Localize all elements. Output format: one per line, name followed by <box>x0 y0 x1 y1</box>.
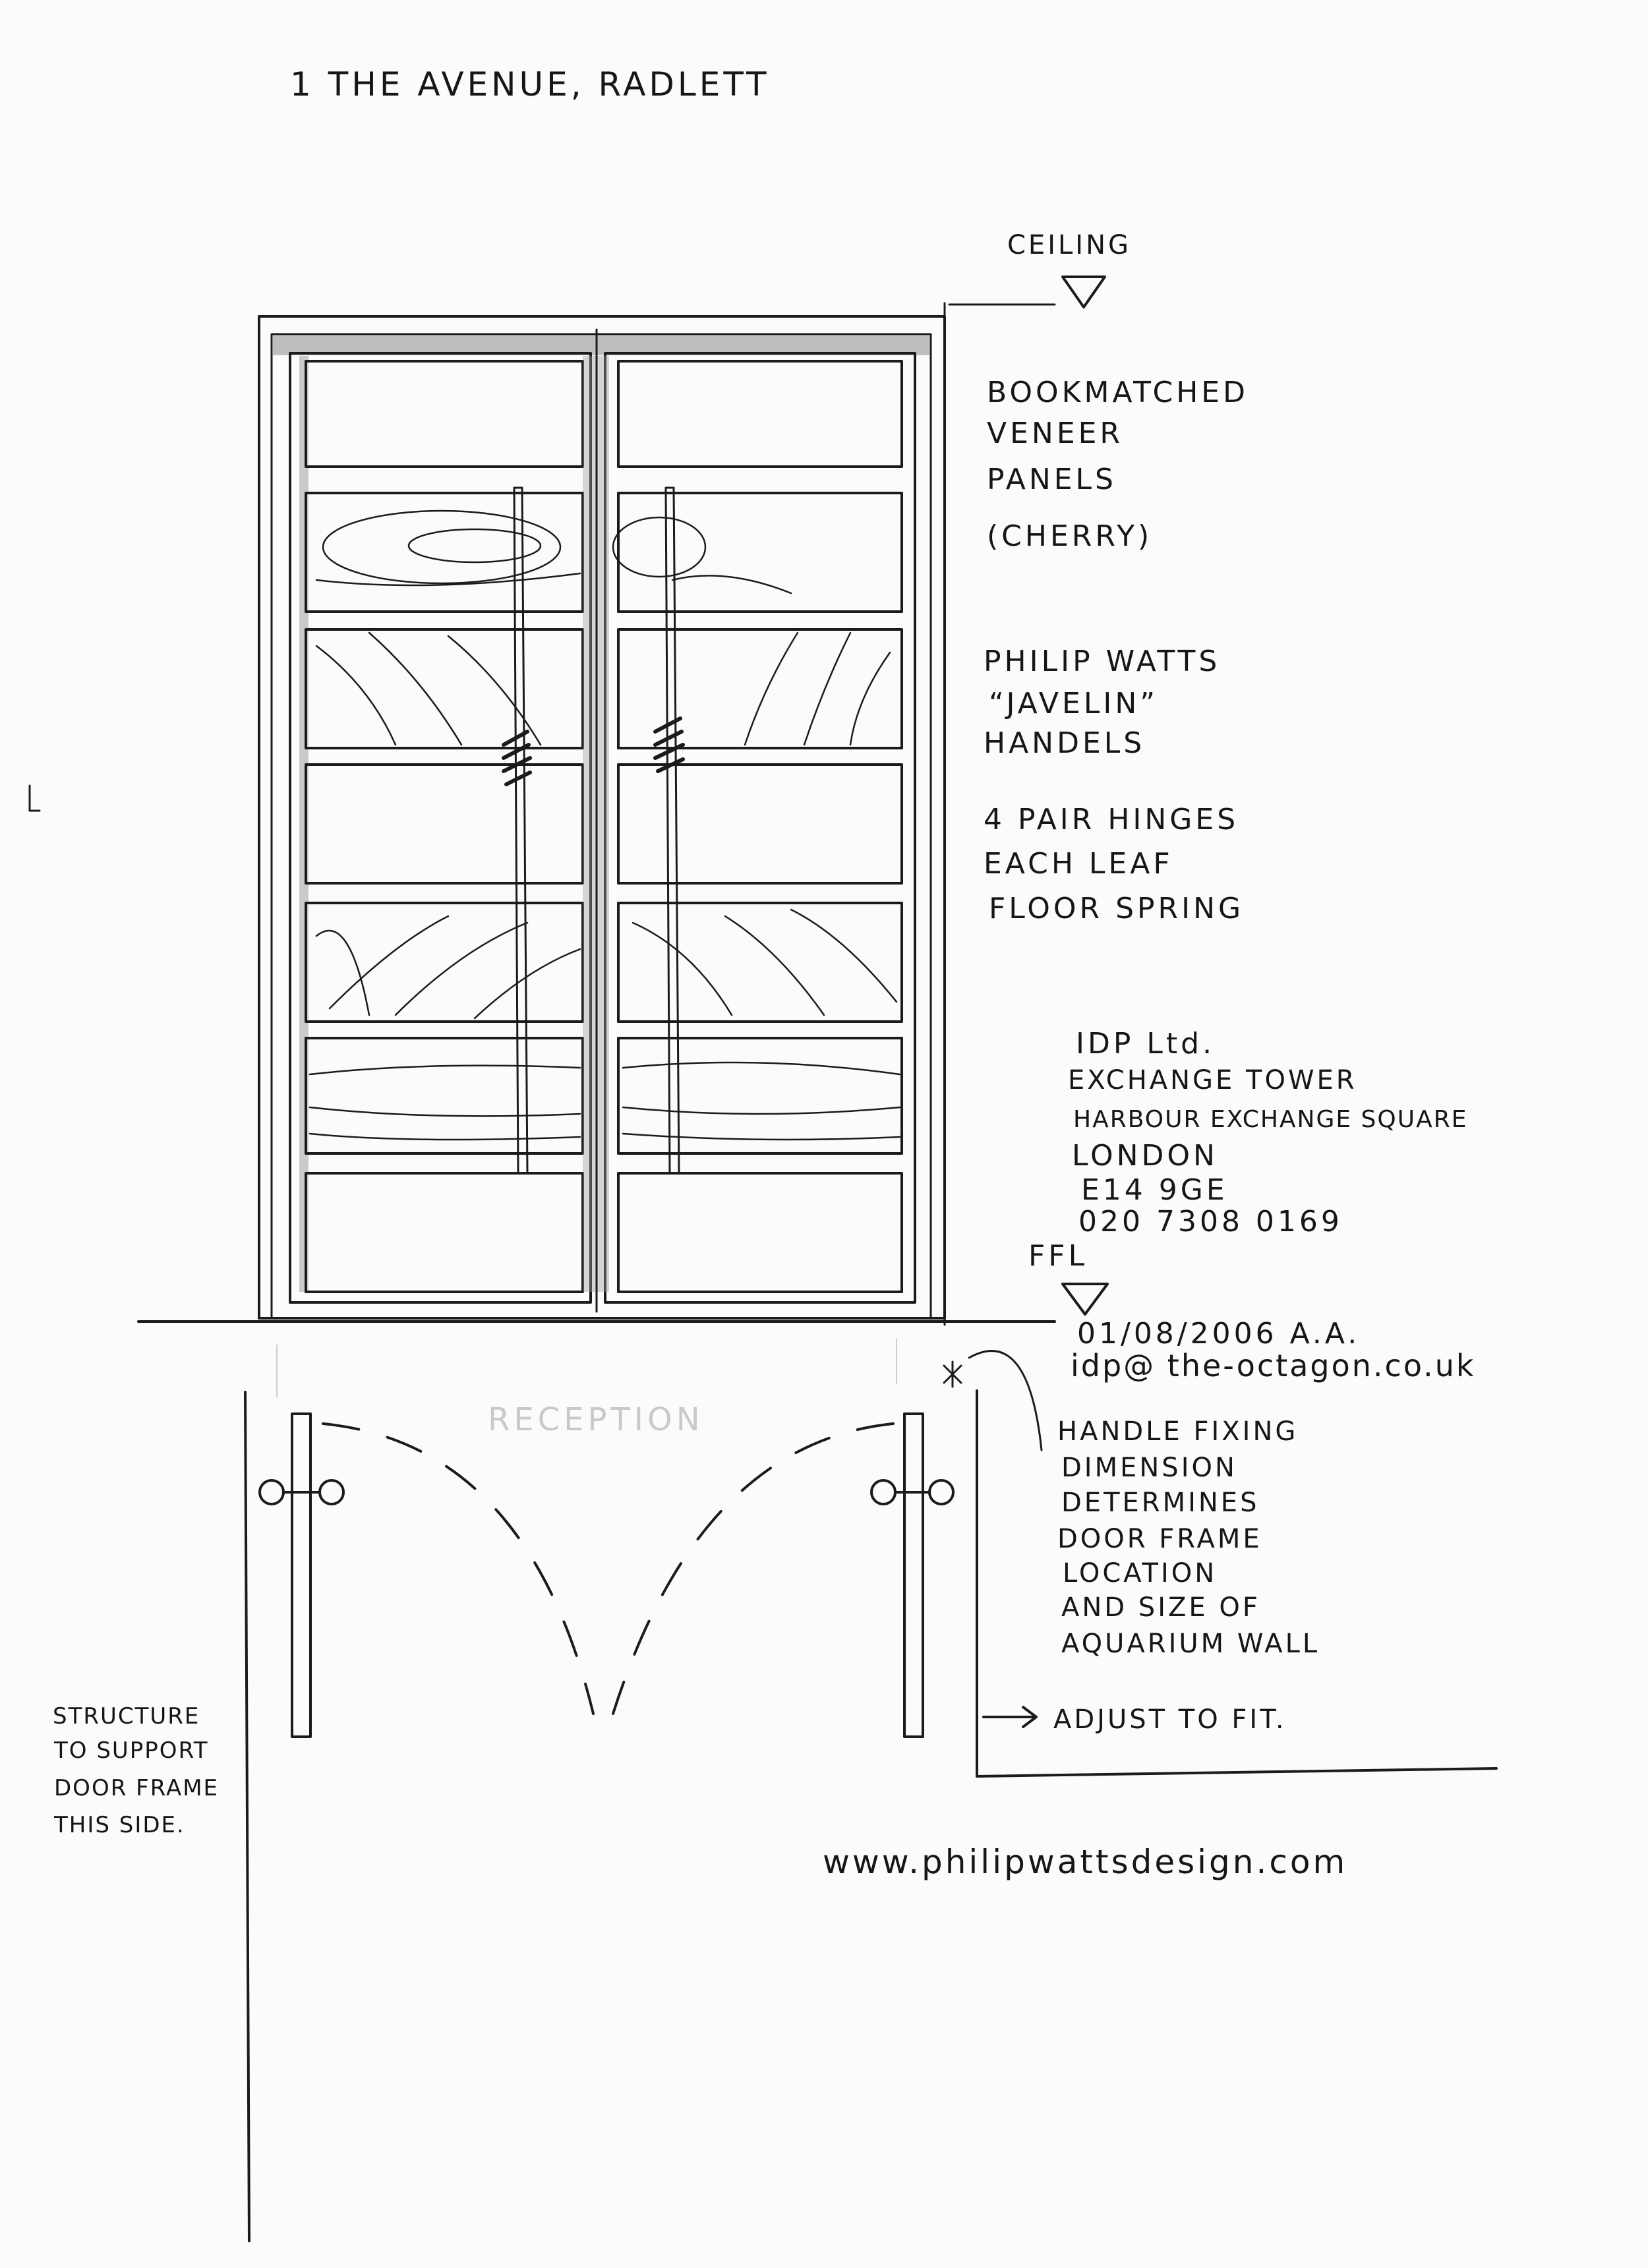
panel-r1 <box>618 361 902 467</box>
note-line: DIMENSION <box>1061 1453 1237 1483</box>
note-line: EACH LEAF <box>984 847 1173 881</box>
adjust-note: ADJUST TO FIT. <box>1053 1704 1287 1735</box>
website-url: www.philipwattsdesign.com <box>823 1843 1348 1881</box>
panel-notes <box>987 376 1249 553</box>
swing-arc-right <box>613 1424 893 1714</box>
note-line: TO SUPPORT <box>54 1737 209 1764</box>
note-line: HANDELS <box>984 726 1146 760</box>
date-line: 01/08/2006 A.A. <box>1077 1317 1361 1351</box>
note-line: HANDLE FIXING <box>1057 1416 1299 1447</box>
address-line: 020 7308 0169 <box>1078 1205 1343 1238</box>
structure-notes <box>53 1703 219 1838</box>
door-plan <box>245 1338 1496 2241</box>
address-line: LONDON <box>1072 1139 1218 1173</box>
ffl-label: FFL <box>1028 1239 1088 1273</box>
note-line: PANELS <box>987 463 1117 496</box>
panel-l7 <box>306 1173 583 1292</box>
email-address: idp@ the-octagon.co.uk <box>1071 1348 1476 1383</box>
plan-leaf-right <box>904 1414 923 1737</box>
leader-line <box>969 1351 1042 1450</box>
hinge-icon <box>260 1480 283 1504</box>
note-line: DETERMINES <box>1061 1488 1260 1518</box>
hinge-icon <box>929 1480 953 1504</box>
address-line: E14 9GE <box>1081 1173 1228 1207</box>
drawing-title: 1 THE AVENUE, RADLETT <box>290 65 770 103</box>
note-line: VENEER <box>987 417 1123 450</box>
note-line: “JAVELIN” <box>989 687 1159 720</box>
panel-l1 <box>306 361 583 467</box>
panel-r5 <box>618 903 902 1022</box>
javelin-handle-right <box>666 488 679 1173</box>
panel-r7 <box>618 1173 902 1292</box>
note-line: (CHERRY) <box>987 519 1153 553</box>
note-line: STRUCTURE <box>53 1703 200 1730</box>
hardware-notes <box>984 803 1244 925</box>
note-line: PHILIP WATTS <box>984 645 1221 678</box>
ceiling-marker-icon <box>1063 277 1105 307</box>
note-line: THIS SIDE. <box>54 1812 185 1838</box>
address-line: HARBOUR EXCHANGE SQUARE <box>1073 1106 1468 1133</box>
panel-r2 <box>618 493 902 612</box>
ceiling-label: CEILING <box>1007 230 1131 260</box>
note-line: AND SIZE OF <box>1061 1592 1260 1623</box>
adjust-arrow-icon <box>984 1707 1036 1727</box>
note-line: LOCATION <box>1063 1558 1218 1588</box>
ffl-marker-icon <box>1063 1284 1107 1314</box>
hinge-icon <box>871 1480 895 1504</box>
address-line: IDP Ltd. <box>1076 1027 1216 1061</box>
address-line: EXCHANGE TOWER <box>1068 1065 1357 1095</box>
javelin-handle-left <box>514 488 527 1173</box>
note-line: FLOOR SPRING <box>989 892 1245 925</box>
note-line: DOOR FRAME <box>54 1775 220 1801</box>
door-leaf-right <box>583 353 915 1302</box>
hinge-icon <box>320 1480 343 1504</box>
left-wall-line <box>245 1392 249 2241</box>
plan-label: RECEPTION <box>488 1401 704 1438</box>
door-elevation <box>259 303 945 1325</box>
swing-arc-left <box>323 1424 593 1714</box>
door-leaf-left <box>290 353 591 1302</box>
note-line: 4 PAIR HINGES <box>984 803 1239 836</box>
handle-notes <box>984 645 1220 760</box>
panel-l3 <box>306 629 583 748</box>
fixing-point-icon <box>944 1362 961 1387</box>
note-line: BOOKMATCHED <box>987 376 1249 409</box>
aquarium-wall-line <box>977 1768 1496 1776</box>
panel-r4 <box>618 765 902 883</box>
note-line: DOOR FRAME <box>1057 1524 1262 1554</box>
address-block <box>1068 1027 1467 1238</box>
panel-l4 <box>306 765 583 883</box>
fixing-notes <box>1057 1416 1320 1659</box>
note-line: AQUARIUM WALL <box>1061 1629 1320 1659</box>
plan-leaf-left <box>292 1414 310 1737</box>
panel-l5 <box>306 903 583 1022</box>
